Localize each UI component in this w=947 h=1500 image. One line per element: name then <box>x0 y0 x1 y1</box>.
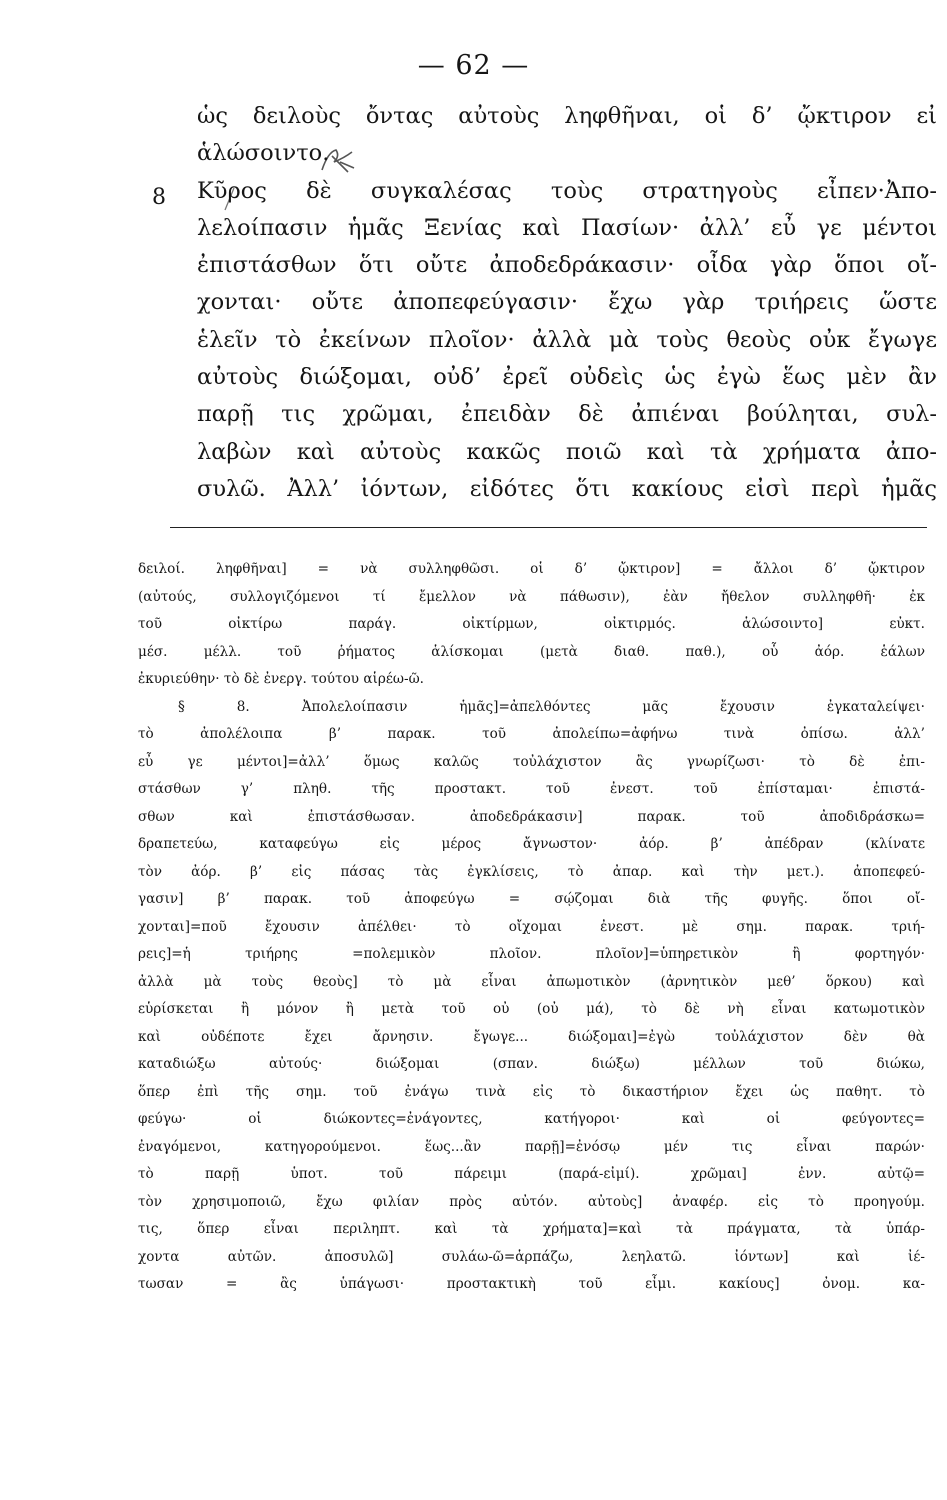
note-line: (αὐτούς, συλλογιζόμενοι τί ἔμελλον νὰ πάθωσιν), ἐὰν ἤθελον συλληφθῆ· ἐκ <box>138 588 925 605</box>
main-line: ὡς δειλοὺς ὄντας αὐτοὺς ληφθῆναι, οἱ δ’ ᾤκτιρον εἰ <box>197 103 937 129</box>
note-line: δειλοί. ληφθῆναι] = νὰ συλληφθῶσι. οἱ δ’ ᾤκτιρον] = ἄλλοι δ’ ᾤκτιρον <box>138 561 925 577</box>
main-line: λελοίπασιν ἡμᾶς Ξενίας καὶ Πασίων· ἀλλ’ εὖ γε μέντοι <box>197 214 937 241</box>
note-line: τὸν χρησιμοποιῶ, ἔχω φιλίαν πρὸς αὐτόν. αὐτοὺς] ἀναφέρ. εἰς τὸ προηγούμ. <box>138 1193 925 1210</box>
main-line: λαβὼν καὶ αὐτοὺς κακῶς ποιῶ καὶ τὰ χρήματα ἀπο- <box>197 438 937 465</box>
note-line: μέσ. μέλλ. τοῦ ῥήματος ἁλίσκομαι (μετὰ διαθ. παθ.), οὗ ἀόρ. ἑάλων <box>138 643 925 660</box>
note-line: ἀλλὰ μὰ τοὺς θεοὺς] τὸ μὰ εἶναι ἀπωμοτικὸν (ἀρνητικὸν μεθ’ ὅρκου) καὶ <box>138 973 925 990</box>
section-marker: 8 <box>152 185 166 210</box>
note-line: στάσθων γ’ πληθ. τῆς προστακτ. τοῦ ἐνεστ. τοῦ ἐπίσταμαι· ἐπιστά- <box>138 781 925 797</box>
main-line: συλῶ. Ἀλλ’ ἰόντων, εἰδότες ὅτι κακίους εἰσὶ περὶ ἡμᾶς <box>197 475 937 502</box>
note-line: τοῦ οἰκτίρω παράγ. οἰκτίρμων, οἰκτιρμός. ἁλώσοιντο] εὐκτ. <box>138 616 925 632</box>
note-line: φεύγω· οἱ διώκοντες=ἐνάγοντες, κατήγοροι· καὶ οἱ φεύγοντες= <box>138 1111 925 1127</box>
note-line: τὸ ἀπολέλοιπα β’ παρακ. τοῦ ἀπολείπω=ἀφήνω τινὰ ὀπίσω. ἀλλ’ <box>138 726 925 742</box>
note-line: καὶ οὐδέποτε ἔχει ἄρνησιν. ἔγωγε... διώξομαι]=ἐγὼ τοὐλάχιστον δὲν θὰ <box>138 1028 925 1045</box>
note-line: τωσαν = ἂς ὑπάγωσι· προστακτικὴ τοῦ εἶμι. κακίους] ὀνομ. κα- <box>138 1276 925 1292</box>
note-line: εὑρίσκεται ἢ μόνον ἢ μετὰ τοῦ οὐ (οὐ μά), τὸ δὲ νὴ εἶναι κατωμοτικὸν <box>138 1001 925 1017</box>
main-line: αὐτοὺς διώξομαι, οὐδ’ ἐρεῖ οὐδεὶς ὡς ἐγὼ ἕως μὲν ἂν <box>197 364 937 391</box>
note-line: χοντα αὐτῶν. ἀποσυλῶ] συλάω-ῶ=ἁρπάζω, λεηλατῶ. ἰόντων] καὶ ἰέ- <box>138 1248 925 1265</box>
main-line: Κῦρος δὲ συγκαλέσας τοὺς στρατηγοὺς εἶπεν·Ἀπο- <box>197 177 937 204</box>
note-line: τὸ παρῇ ὑποτ. τοῦ πάρειμι (παρά-εἰμί). χρῶμαι] ἐνν. αὐτῷ= <box>138 1166 925 1182</box>
note-line: καταδιώξω αὐτούς· διώξομαι (σπαν. διώξω) μέλλων τοῦ διώκω, <box>138 1056 925 1072</box>
main-line: χονται· οὔτε ἀποπεφεύγασιν· ἔχω γὰρ τριήρεις ὥστε <box>197 289 937 316</box>
note-line: ὅπερ ἐπὶ τῆς σημ. τοῦ ἐνάγω τινὰ εἰς τὸ δικαστήριον ἔχει ὡς παθητ. τὸ <box>138 1083 925 1100</box>
footnote-divider <box>170 527 927 528</box>
note-line: χονται]=ποῦ ἔχουσιν ἀπέλθει· τὸ οἴχομαι ἐνεστ. μὲ σημ. παρακ. τριή- <box>138 918 925 935</box>
note-line: § 8. Ἀπολελοίπασιν ἡμᾶς]=ἀπελθόντες μᾶς ἔχουσιν ἐγκαταλείψει· <box>178 698 925 715</box>
main-line: ἐπιστάσθων ὅτι οὔτε ἀποδεδράκασιν· οἶδα γὰρ ὅποι οἴ- <box>197 252 937 279</box>
note-line: τις, ὅπερ εἶναι περιληπτ. καὶ τὰ χρήματα]=καὶ τὰ πράγματα, τὰ ὑπάρ- <box>138 1221 925 1237</box>
note-line: γασιν] β’ παρακ. τοῦ ἀποφεύγω = σῴζομαι διὰ τῆς φυγῆς. ὅποι οἴ- <box>138 891 925 907</box>
note-line: δραπετεύω, καταφεύγω εἰς μέρος ἄγνωστον· ἀόρ. β’ ἀπέδραν (κλίνατε <box>138 836 925 852</box>
note-line: ἐκυριεύθην· τὸ δὲ ἐνεργ. τούτου αἱρέω-ῶ. <box>138 671 424 687</box>
main-line: ἑλεῖν τὸ ἐκείνων πλοῖον· ἀλλὰ μὰ τοὺς θεοὺς οὐκ ἔγωγε <box>197 326 937 353</box>
main-text <box>197 98 937 508</box>
note-line: τὸν ἀόρ. β’ εἰς πάσας τὰς ἐγκλίσεις, τὸ ἀπαρ. καὶ τὴν μετ.). ἀποπεφεύ- <box>138 863 925 880</box>
main-line: ἁλώσοιντο. <box>197 140 330 167</box>
note-line: εὖ γε μέντοι]=ἀλλ’ ὅμως καλῶς τοὐλάχιστον ἂς γνωρίζωσι· τὸ δὲ ἐπι- <box>138 753 925 770</box>
main-line: παρῇ τις χρῶμαι, ἐπειδὰν δὲ ἀπιέναι βούληται, συλ- <box>197 401 937 428</box>
note-line: ἐναγόμενοι, κατηγορούμενοι. ἕως...ἂν παρῇ]=ἐνόσῳ μέν τις εἶναι παρών· <box>138 1138 925 1155</box>
page-number: — 62 — <box>417 50 530 81</box>
note-line: σθων καὶ ἐπιστάσθωσαν. ἀποδεδράκασιν] παρακ. τοῦ ἀποδιδράσκω= <box>138 808 925 825</box>
note-line: ρεις]=ἡ τριήρης =πολεμικὸν πλοῖον. πλοῖον]=ὑπηρετικὸν ἢ φορτηγόν· <box>138 946 925 962</box>
commentary-notes <box>138 556 925 1299</box>
